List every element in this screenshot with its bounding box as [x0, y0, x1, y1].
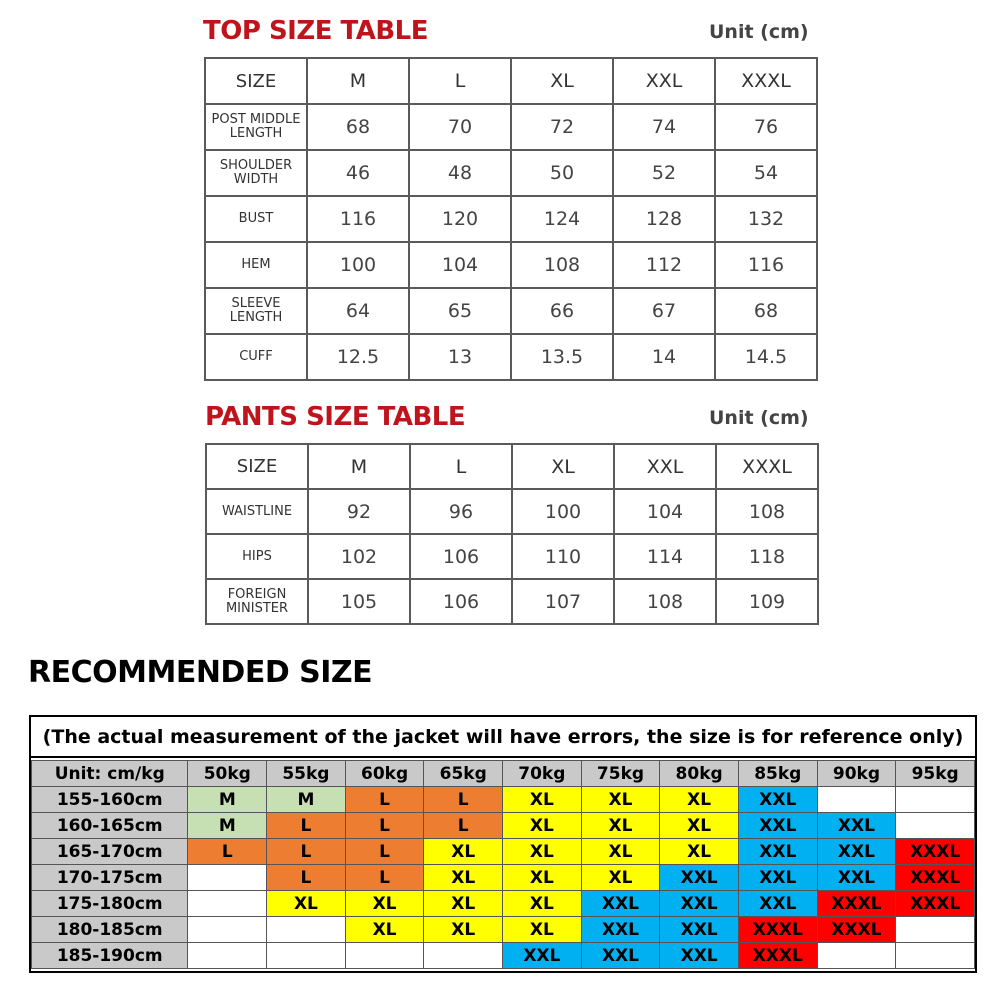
size-cell: XXL: [738, 891, 817, 917]
top-header-xl: XL: [511, 58, 613, 104]
size-cell: [188, 865, 267, 891]
pants-header-xxxl: XXXL: [716, 444, 818, 489]
recommended-size-chart: [29, 715, 977, 973]
size-cell: [896, 813, 975, 839]
top-header-size: SIZE: [205, 58, 307, 104]
size-cell: XL: [581, 787, 660, 813]
pants-header-xl: XL: [512, 444, 614, 489]
row-label: FOREIGN MINISTER: [206, 579, 308, 624]
cell: 128: [613, 196, 715, 242]
size-cell: L: [424, 813, 503, 839]
size-cell: XL: [345, 917, 424, 943]
height-row: [32, 813, 975, 839]
cell: 13: [409, 334, 511, 380]
top-header-xxxl: XXXL: [715, 58, 817, 104]
size-cell: XL: [660, 839, 739, 865]
cell: 106: [410, 579, 512, 624]
cell: 116: [715, 242, 817, 288]
size-cell: [896, 943, 975, 969]
size-cell: [896, 787, 975, 813]
top-row-cuff: [205, 334, 817, 380]
pants-size-table: [205, 443, 819, 625]
cell: 50: [511, 150, 613, 196]
size-cell: XL: [503, 839, 582, 865]
size-cell: XL: [424, 839, 503, 865]
top-header-l: L: [409, 58, 511, 104]
size-cell: XL: [581, 813, 660, 839]
size-cell: XL: [660, 787, 739, 813]
size-cell: XXXL: [896, 891, 975, 917]
cell: 14: [613, 334, 715, 380]
weight-header: 70kg: [503, 761, 582, 787]
pants-header-m: M: [308, 444, 410, 489]
cell: 102: [308, 534, 410, 579]
size-cell: L: [267, 865, 346, 891]
size-cell: [345, 943, 424, 969]
size-cell: XXL: [581, 943, 660, 969]
top-row-hem: [205, 242, 817, 288]
size-cell: M: [188, 787, 267, 813]
cell: 107: [512, 579, 614, 624]
size-cell: [896, 917, 975, 943]
cell: 13.5: [511, 334, 613, 380]
row-label: CUFF: [205, 334, 307, 380]
cell: 100: [307, 242, 409, 288]
cell: 116: [307, 196, 409, 242]
height-row: [32, 839, 975, 865]
cell: 54: [715, 150, 817, 196]
pants-header-xxl: XXL: [614, 444, 716, 489]
cell: 96: [410, 489, 512, 534]
cell: 108: [511, 242, 613, 288]
pants-header-row: [206, 444, 818, 489]
size-cell: XXL: [660, 917, 739, 943]
cell: 46: [307, 150, 409, 196]
top-header-m: M: [307, 58, 409, 104]
weight-header: 65kg: [424, 761, 503, 787]
cell: 76: [715, 104, 817, 150]
size-cell: L: [424, 787, 503, 813]
size-cell: XXXL: [738, 917, 817, 943]
cell: 68: [715, 288, 817, 334]
cell: 124: [511, 196, 613, 242]
size-cell: M: [188, 813, 267, 839]
pants-unit-label: Unit (cm): [709, 407, 809, 429]
pants-header-size: SIZE: [206, 444, 308, 489]
row-label: SLEEVE LENGTH: [205, 288, 307, 334]
size-cell: XL: [503, 787, 582, 813]
row-label: POST MIDDLE LENGTH: [205, 104, 307, 150]
size-cell: XXL: [738, 839, 817, 865]
size-cell: XXL: [581, 891, 660, 917]
size-cell: XXL: [660, 943, 739, 969]
size-cell: XXXL: [738, 943, 817, 969]
cell: 105: [308, 579, 410, 624]
weight-header: 85kg: [738, 761, 817, 787]
size-cell: XL: [581, 839, 660, 865]
size-cell: M: [267, 787, 346, 813]
weight-header: 90kg: [817, 761, 896, 787]
weight-header: 50kg: [188, 761, 267, 787]
size-cell: L: [345, 787, 424, 813]
row-label: HEM: [205, 242, 307, 288]
pants-size-table-title: PANTS SIZE TABLE: [205, 402, 466, 432]
size-cell: XL: [503, 865, 582, 891]
cell: 66: [511, 288, 613, 334]
cell: 132: [715, 196, 817, 242]
cell: 70: [409, 104, 511, 150]
cell: 67: [613, 288, 715, 334]
top-row-bust: [205, 196, 817, 242]
row-label: BUST: [205, 196, 307, 242]
size-cell: XXL: [738, 813, 817, 839]
cell: 120: [409, 196, 511, 242]
top-row-sleeve-length: [205, 288, 817, 334]
height-label: 185-190cm: [32, 943, 188, 969]
size-cell: XXXL: [817, 917, 896, 943]
pants-row-waistline: [206, 489, 818, 534]
cell: 68: [307, 104, 409, 150]
size-cell: L: [345, 839, 424, 865]
height-row: [32, 917, 975, 943]
cell: 74: [613, 104, 715, 150]
weight-header: 55kg: [267, 761, 346, 787]
cell: 106: [410, 534, 512, 579]
size-cell: XL: [503, 813, 582, 839]
size-cell: [188, 917, 267, 943]
height-label: 180-185cm: [32, 917, 188, 943]
pants-row-hips: [206, 534, 818, 579]
size-cell: [424, 943, 503, 969]
cell: 118: [716, 534, 818, 579]
recommended-size-title: RECOMMENDED SIZE: [28, 655, 373, 690]
height-row: [32, 865, 975, 891]
size-cell: XXL: [738, 865, 817, 891]
top-row-post-middle-length: [205, 104, 817, 150]
cell: 104: [409, 242, 511, 288]
top-unit-label: Unit (cm): [709, 21, 809, 43]
height-label: 165-170cm: [32, 839, 188, 865]
cell: 114: [614, 534, 716, 579]
size-cell: XXL: [817, 865, 896, 891]
cell: 112: [613, 242, 715, 288]
size-cell: [188, 943, 267, 969]
height-label: 175-180cm: [32, 891, 188, 917]
size-cell: XXL: [660, 891, 739, 917]
cell: 109: [716, 579, 818, 624]
top-row-shoulder-width: [205, 150, 817, 196]
size-cell: [817, 943, 896, 969]
weight-header: 75kg: [581, 761, 660, 787]
size-cell: L: [267, 813, 346, 839]
top-header-xxl: XXL: [613, 58, 715, 104]
height-label: 160-165cm: [32, 813, 188, 839]
top-header-row: [205, 58, 817, 104]
size-cell: L: [267, 839, 346, 865]
size-cell: XXL: [817, 813, 896, 839]
cell: 12.5: [307, 334, 409, 380]
row-label: WAISTLINE: [206, 489, 308, 534]
height-label: 155-160cm: [32, 787, 188, 813]
size-cell: XL: [345, 891, 424, 917]
size-cell: XL: [424, 917, 503, 943]
pants-header-l: L: [410, 444, 512, 489]
row-label: SHOULDER WIDTH: [205, 150, 307, 196]
weight-header: 95kg: [896, 761, 975, 787]
size-cell: XL: [660, 813, 739, 839]
size-cell: L: [188, 839, 267, 865]
cell: 92: [308, 489, 410, 534]
cell: 72: [511, 104, 613, 150]
cell: 104: [614, 489, 716, 534]
pants-row-foreign-minister: [206, 579, 818, 624]
size-cell: XXL: [581, 917, 660, 943]
size-cell: [267, 943, 346, 969]
height-row: [32, 891, 975, 917]
cell: 64: [307, 288, 409, 334]
cell: 108: [614, 579, 716, 624]
cell: 108: [716, 489, 818, 534]
height-label: 170-175cm: [32, 865, 188, 891]
size-cell: XL: [503, 917, 582, 943]
weight-header-row: [32, 761, 975, 787]
size-cell: XXXL: [817, 891, 896, 917]
size-cell: XL: [424, 891, 503, 917]
size-cell: [267, 917, 346, 943]
size-cell: XXXL: [896, 839, 975, 865]
top-size-table: [204, 57, 818, 381]
cell: 110: [512, 534, 614, 579]
size-cell: XXL: [738, 787, 817, 813]
size-cell: [817, 787, 896, 813]
weight-header: 80kg: [660, 761, 739, 787]
size-cell: XXXL: [896, 865, 975, 891]
size-cell: XL: [267, 891, 346, 917]
cell: 48: [409, 150, 511, 196]
size-cell: [188, 891, 267, 917]
cell: 14.5: [715, 334, 817, 380]
size-cell: XXL: [817, 839, 896, 865]
size-cell: XL: [424, 865, 503, 891]
recommended-size-table: [31, 760, 975, 969]
weight-header: 60kg: [345, 761, 424, 787]
row-label: HIPS: [206, 534, 308, 579]
top-size-table-title: TOP SIZE TABLE: [203, 16, 428, 46]
size-cell: XXL: [503, 943, 582, 969]
unit-corner-cell: Unit: cm/kg: [32, 761, 188, 787]
size-cell: XXL: [660, 865, 739, 891]
cell: 100: [512, 489, 614, 534]
height-row: [32, 943, 975, 969]
cell: 65: [409, 288, 511, 334]
size-cell: XL: [581, 865, 660, 891]
size-cell: L: [345, 813, 424, 839]
height-row: [32, 787, 975, 813]
size-cell: XL: [503, 891, 582, 917]
reference-note: (The actual measurement of the jacket will have errors, the size is for reference only): [31, 717, 975, 758]
size-cell: L: [345, 865, 424, 891]
cell: 52: [613, 150, 715, 196]
